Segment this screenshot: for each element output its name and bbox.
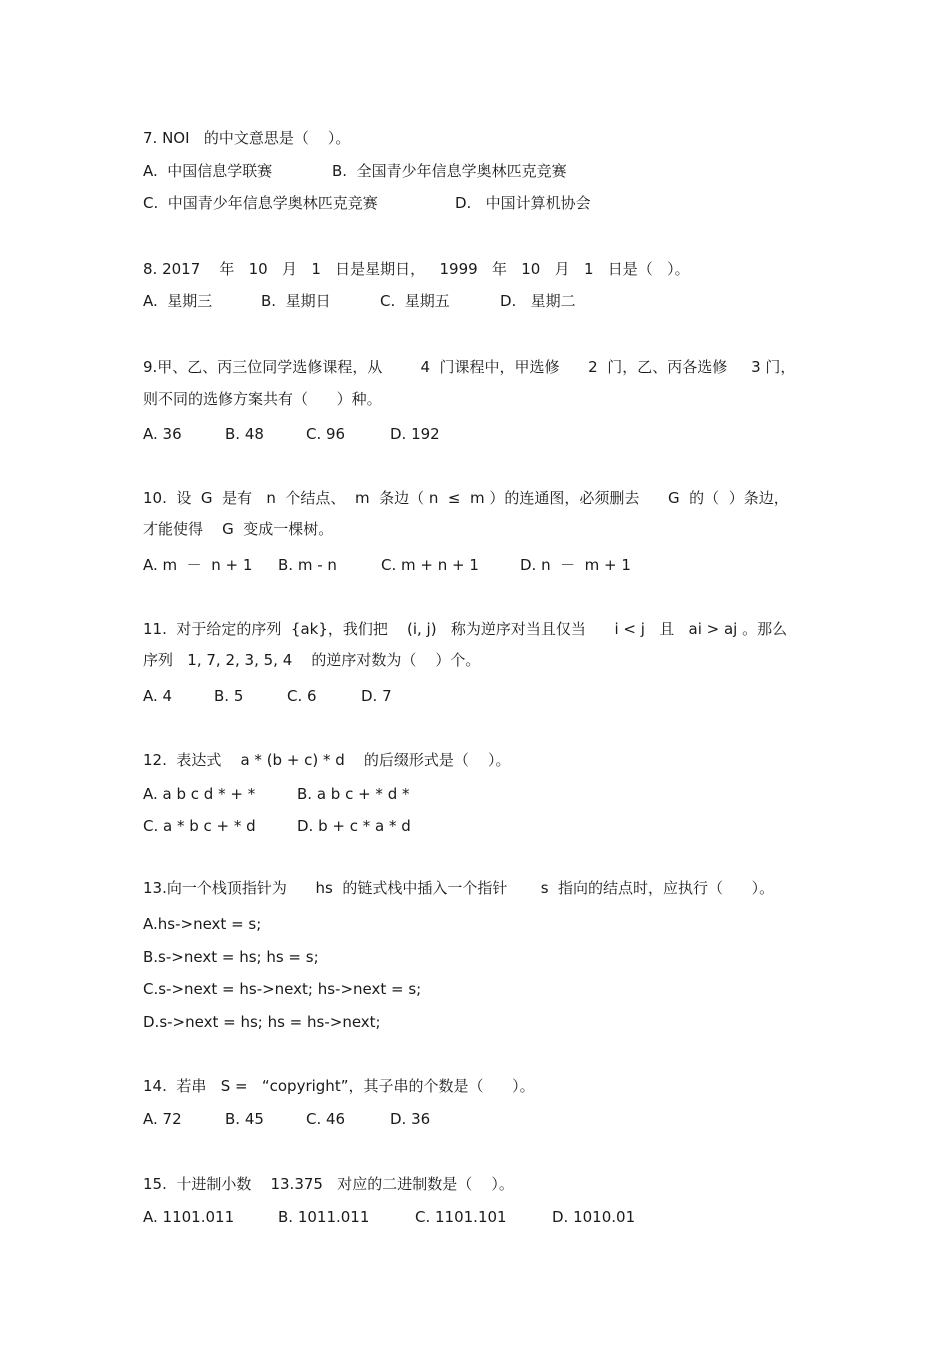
question-8-option-d: D. 星期二 (500, 292, 576, 310)
question-7-option-c: C. 中国青少年信息学奥林匹克竞赛 (143, 194, 378, 212)
question-9-option-a: A. 36 (143, 425, 182, 443)
question-8-option-b: B. 星期日 (261, 292, 331, 310)
question-10-option-b: B. m - n (278, 556, 337, 574)
question-10-option-d: D. n － m + 1 (520, 556, 631, 574)
question-8-option-a: A. 星期三 (143, 292, 213, 310)
question-15-stem: 15. 十进制小数 13.375 对应的二进制数是（ ）。 (143, 1175, 514, 1193)
question-14-option-b: B. 45 (225, 1110, 264, 1128)
question-12-option-c: C. a * b c + * d (143, 817, 256, 835)
question-9-option-c: C. 96 (306, 425, 346, 443)
question-15-option-c: C. 1101.101 (415, 1208, 507, 1226)
question-15-option-a: A. 1101.011 (143, 1208, 235, 1226)
question-9-option-d: D. 192 (390, 425, 440, 443)
question-13-option-b: B.s->next = hs; hs = s; (143, 948, 319, 966)
question-14-stem: 14. 若串 S = “copyright”，其子串的个数是（ ）。 (143, 1077, 535, 1095)
question-10-stem-line-2: 才能使得 G 变成一棵树。 (143, 520, 334, 538)
question-10-option-c: C. m + n + 1 (381, 556, 479, 574)
question-14-option-a: A. 72 (143, 1110, 182, 1128)
question-12-option-d: D. b + c * a * d (297, 817, 411, 835)
question-13-option-a: A.hs->next = s; (143, 915, 262, 933)
question-7-stem: 7. NOI 的中文意思是（ ）。 (143, 129, 351, 147)
question-11-option-b: B. 5 (214, 687, 244, 705)
question-9-option-b: B. 48 (225, 425, 264, 443)
question-10-stem-line-1: 10. 设 G 是有 n 个结点、 m 条边（ n ≤ m ）的连通图，必须删去 G 的（ ）条边， (143, 489, 789, 507)
question-8-stem: 8. 2017 年 10 月 1 日是星期日， 1999 年 10 月 1 日是（ ）。 (143, 260, 690, 278)
question-12-option-b: B. a b c + * d * (297, 785, 410, 803)
question-10-option-a: A. m － n + 1 (143, 556, 253, 574)
question-11-stem-line-2: 序列 1, 7, 2, 3, 5, 4 的逆序对数为（ ）个。 (143, 651, 481, 669)
question-9-stem-line-2: 则不同的选修方案共有（ ）种。 (143, 390, 382, 408)
question-14-option-c: C. 46 (306, 1110, 346, 1128)
question-11-option-d: D. 7 (361, 687, 392, 705)
question-7-option-b: B. 全国青少年信息学奥林匹克竞赛 (332, 162, 567, 180)
question-13-option-d: D.s->next = hs; hs = hs->next; (143, 1013, 381, 1031)
question-11-stem-line-1: 11. 对于给定的序列 {ak}，我们把 (i, j) 称为逆序对当且仅当 i < j 且 ai > aj 。那么 (143, 620, 788, 638)
question-13-option-c: C.s->next = hs->next; hs->next = s; (143, 980, 422, 998)
question-7-option-a: A. 中国信息学联赛 (143, 162, 273, 180)
question-8-option-c: C. 星期五 (380, 292, 450, 310)
question-12-option-a: A. a b c d * + * (143, 785, 256, 803)
question-11-option-a: A. 4 (143, 687, 173, 705)
question-15-option-b: B. 1011.011 (278, 1208, 370, 1226)
question-14-option-d: D. 36 (390, 1110, 431, 1128)
question-12-stem: 12. 表达式 a * (b + c) * d 的后缀形式是（ ）。 (143, 751, 511, 769)
question-15-option-d: D. 1010.01 (552, 1208, 636, 1226)
question-13-stem: 13.向一个栈顶指针为 hs 的链式栈中插入一个指针 s 指向的结点时，应执行（ ）。 (143, 879, 775, 897)
question-7-option-d: D. 中国计算机协会 (455, 194, 591, 212)
question-9-stem-line-1: 9.甲、乙、丙三位同学选修课程，从 4 门课程中，甲选修 2 门，乙、丙各选修 3 门， (143, 358, 796, 376)
question-11-option-c: C. 6 (287, 687, 317, 705)
